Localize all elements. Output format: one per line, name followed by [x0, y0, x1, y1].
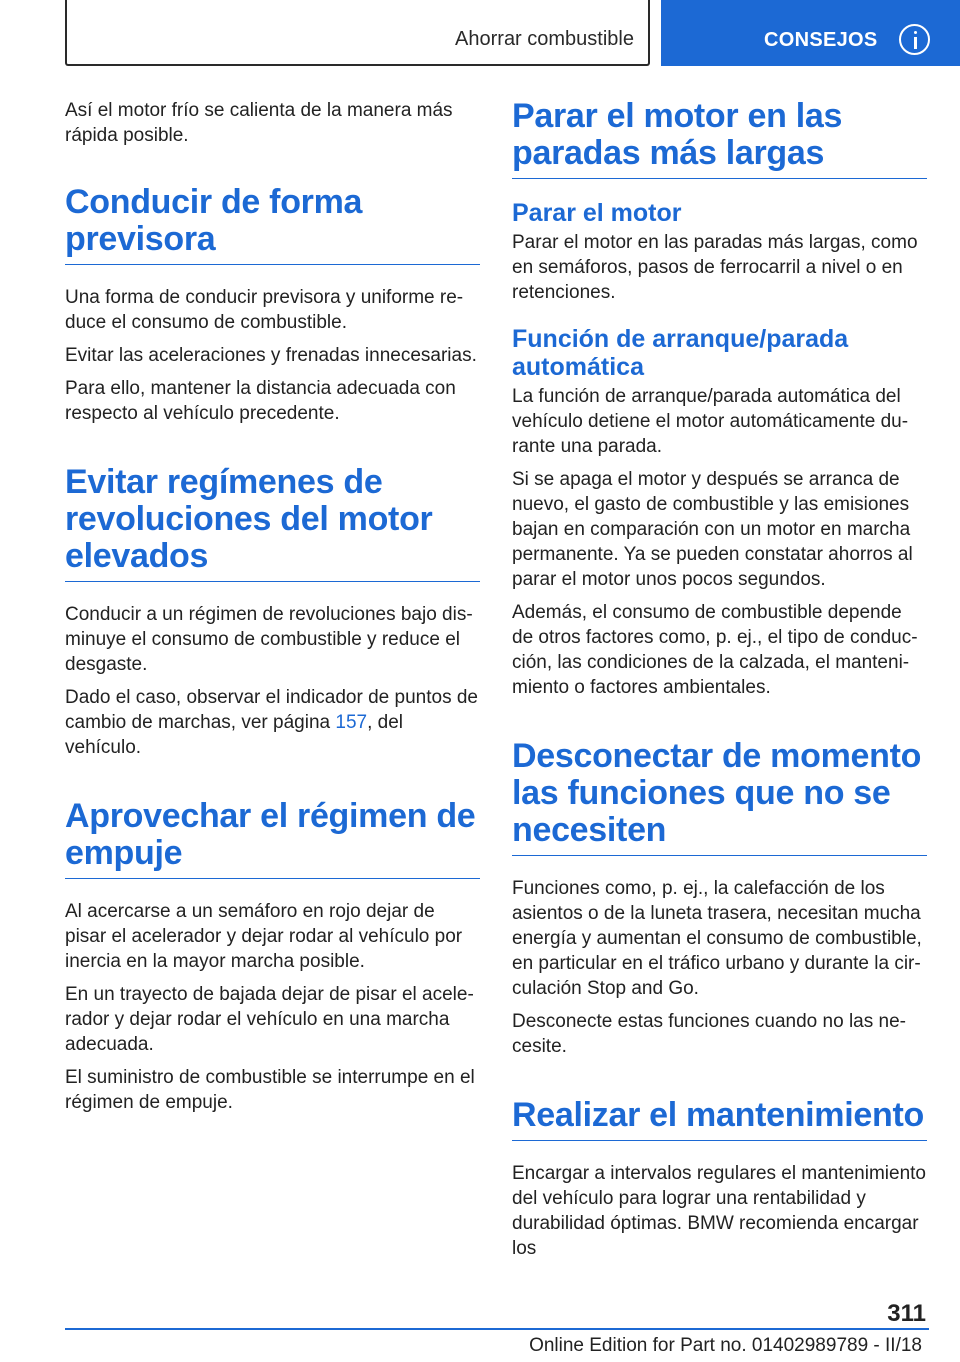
- paragraph: La función de arranque/parada automática del vehículo detiene el motor automáticamente durante una parada.: [512, 386, 909, 457]
- page-header: [0, 0, 960, 66]
- paragraph: Desconecte estas funciones cuando no las necesite.: [512, 1011, 906, 1057]
- page-number: 311: [887, 1300, 926, 1327]
- footer-divider: [65, 1328, 929, 1330]
- heading-mantenimiento: Realizar el mantenimiento: [512, 1097, 927, 1141]
- left-column: [65, 98, 480, 1123]
- heading-parar: Parar el motor en las paradas más largas: [512, 98, 927, 179]
- subheading-arranque-parada: Función de arranque/parada automática: [512, 325, 849, 381]
- heading-conducir: Conducir de forma previsora: [65, 184, 480, 265]
- chapter-tab-label: CONSEJOS: [764, 29, 878, 51]
- paragraph: Funciones como, p. ej., la calefacción de los asientos o de la luneta trasera, necesitan mucha energía y aumentan el consumo de combustible, en particular en el tráfico urbano y durante la circulación Stop and Go.: [512, 878, 922, 999]
- intro-paragraph: Así el motor frío se calienta de la manera más rápida posible.: [65, 100, 453, 146]
- section-title: Ahorrar combustible: [455, 28, 634, 50]
- paragraph: El suministro de combustible se interrumpe en el régimen de empuje.: [65, 1067, 475, 1113]
- heading-empuje: Aprovechar el régimen de empuje: [65, 798, 480, 879]
- paragraph: Una forma de conducir previsora y uniforme reduce el consumo de combustible.: [65, 287, 464, 333]
- heading-regimenes: Evitar regímenes de revoluciones del motor elevados: [65, 464, 480, 582]
- page-link-157[interactable]: 157: [335, 712, 368, 733]
- chapter-tab[interactable]: [661, 0, 960, 66]
- paragraph: En un trayecto de bajada dejar de pisar el acelerador y dejar rodar el vehículo en una marcha adecuada.: [65, 984, 474, 1055]
- paragraph-with-link: Dado el caso, observar el indicador de puntos de cambio de marchas, ver página 157, del vehículo.: [65, 687, 478, 758]
- info-icon: [899, 24, 930, 55]
- paragraph: Además, el consumo de combustible depende de otros factores como, p. ej., el tipo de conducción, las condiciones de la calzada, el mantenimiento o factores ambientales.: [512, 602, 918, 698]
- paragraph: Para ello, mantener la distancia adecuada con respecto al vehículo precedente.: [65, 378, 456, 424]
- edition-text: Online Edition for Part no. 01402989789 - II/18: [529, 1335, 922, 1356]
- subheading-parar-motor: Parar el motor: [512, 199, 682, 227]
- section-title-box: [65, 0, 650, 66]
- paragraph: Evitar las aceleraciones y frenadas innecesarias.: [65, 345, 477, 366]
- paragraph: Parar el motor en las paradas más largas, como en semáforos, pasos de ferrocarril a nivel o en retenciones.: [512, 232, 918, 303]
- paragraph: Si se apaga el motor y después se arranca de nuevo, el gasto de combustible y las emisiones bajan en comparación con un motor en marcha permanente. Ya se pueden constatar ahorros al parar el motor unos pocos segundos.: [512, 469, 913, 590]
- paragraph: Al acercarse a un semáforo en rojo dejar de pisar el acelerador y dejar rodar al vehículo por inercia en la mayor marcha posible.: [65, 901, 463, 972]
- heading-desconectar: Desconectar de momento las funciones que no se necesiten: [512, 738, 927, 856]
- right-column: [512, 98, 927, 1269]
- paragraph: Encargar a intervalos regulares el mantenimiento del vehículo para lograr una rentabilidad y durabilidad óptimas. BMW recomienda encargar los: [512, 1163, 926, 1259]
- paragraph: Conducir a un régimen de revoluciones bajo disminuye el consumo de combustible y reduce el desgaste.: [65, 604, 473, 675]
